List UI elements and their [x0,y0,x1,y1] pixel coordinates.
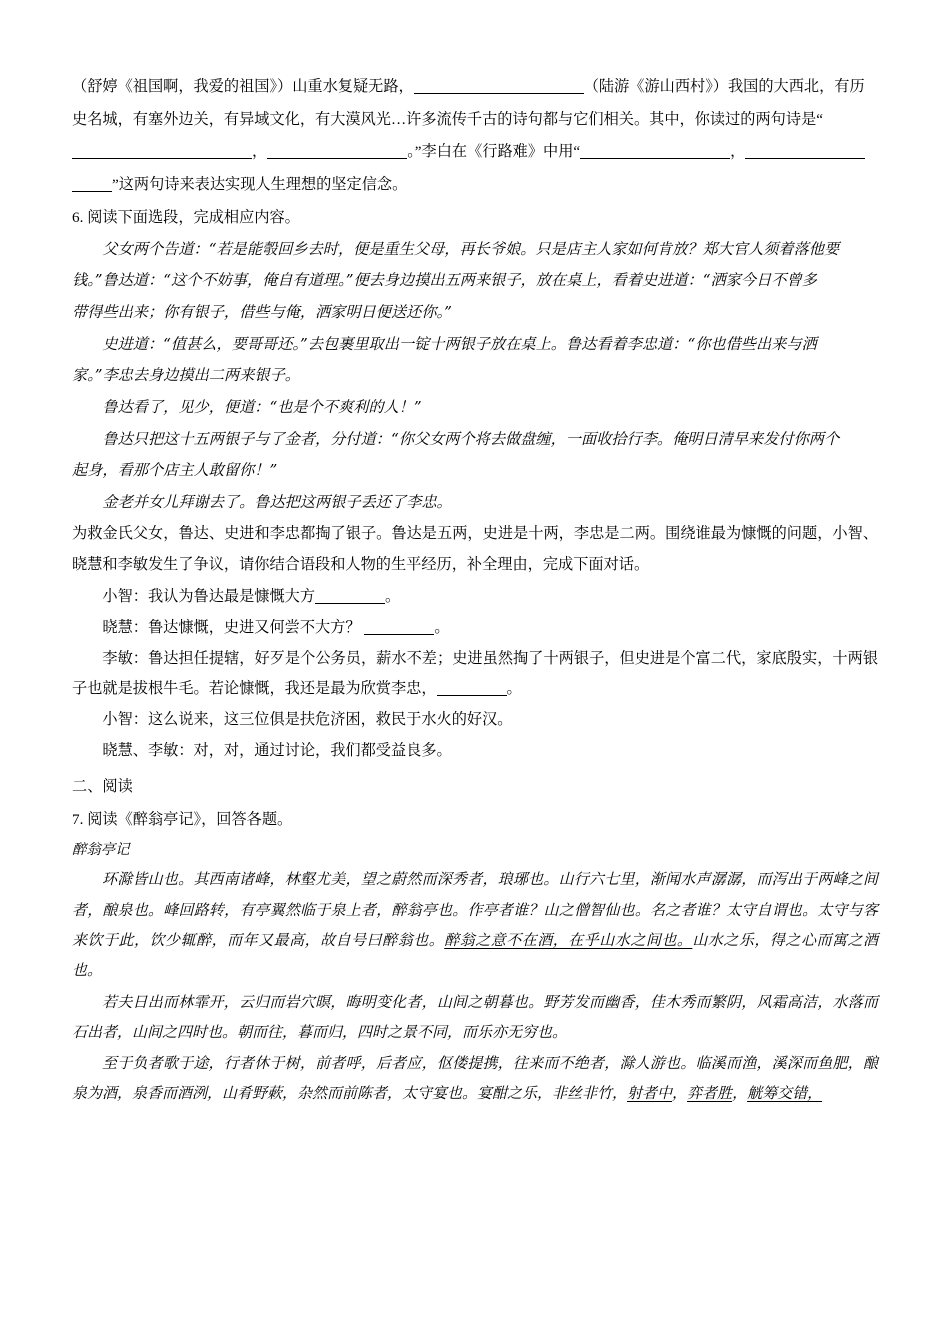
q5-line3-a: ， [252,143,268,161]
q5-line2: 史名城，有塞外边关，有异域文化，有大漠风光…许多流传千古的诗句都与它们相关。其中，你读过的两句诗是“ [72,110,823,128]
classic-p3-sep2: ， [732,1084,748,1103]
passage-line: 鲁达只把这十五两银子与了金者，分付道：“你父女两个将去做盘缠，一面收拾行李。俺明日清早来发付你两个 [102,429,840,448]
dialog-text: 这么说来，这三位俱是扶危济困，救民于水火的好汉。 [147,711,513,729]
passage-line: 金老并女儿拜谢去了。鲁达把这两银子丢还了李忠。 [102,493,452,512]
passage-line: 家。”李忠去身边摸出二两来银子。 [72,366,300,385]
speaker-label: 李敏： [102,649,149,667]
q5-line1-b: （陆游《游山西村》）我国的大西北，有历 [583,78,865,95]
question-6-stem: 6. 阅读下面选段，完成相应内容。 [72,208,300,226]
underlined-phrase-1: 醉翁之意不在酒，在乎山水之间也。 [444,930,693,949]
passage-line: 鲁达看了，见少，便道：“也是个不爽利的人！” [102,398,422,417]
dialog-text-end: 。 [385,588,401,606]
classic-p3-sep1: ， [672,1084,688,1103]
underlined-phrase-2: 射者中 [627,1084,673,1103]
dialog-line-xiaozhi-1 [72,582,878,613]
article-title: 醉翁亭记 [72,841,130,858]
dialog-line-limin-1 [72,644,878,705]
dialog-text: 鲁达担任提辖，好歹是个公务员，薪水不差；史进虽然掏了十两银子，但史进是个富二代，家底殷实，十两银子也就是拔根牛毛。若论慷慨，我还是最为欣赏李忠， [72,649,879,698]
speaker-label: 小智： [102,588,148,606]
passage-line: 带得些出来；你有银子，借些与俺，洒家明日便送还你。” [72,302,452,321]
dialog-blank-1[interactable] [315,603,385,604]
dialog-text-end: 。 [506,680,522,698]
underlined-phrase-4: 觥筹交错， [747,1084,823,1103]
q5-line3-c: ， [730,143,746,161]
speaker-label: 晓慧、李敏： [102,741,194,759]
dialog-line-xiaohui-1 [72,613,878,644]
blank-3[interactable] [267,158,407,159]
passage-line: 父女两个告道：“若是能彀回乡去时，便是重生父母，再长爷娘。只是店主人家如何肯放？郑大官人须着落他要 [102,239,840,258]
q5-line1-a: （舒婷《祖国啊，我爱的祖国》）山重水复疑无路， [72,78,414,95]
classic-paragraph-1 [72,864,878,985]
question-5-paragraph-2 [72,105,878,136]
classic-p3-text: 至于负者歌于途，行者休于树，前者呼，后者应，伛偻提携，往来而不绝者，滁人游也。临溪而渔，溪深而鱼肥，酿泉为酒，泉香而酒洌，山肴野蔌，杂然而前陈者，太守宴也。宴酣之乐，非丝非竹， [72,1054,878,1103]
passage-line: 钱。”鲁达道：“这个不妨事，俺自有道理。”便去身边摸出五两来银子，放在桌上，看着史进道：“洒家今日不曾多 [72,271,817,290]
classic-paragraph-3 [72,1048,878,1109]
speaker-label: 小智： [102,711,148,729]
question-6-task: 为救金氏父女，鲁达、史进和李忠都掏了银子。鲁达是五两，史进是十两，李忠是二两。围绕谁最为慷慨的问题，小智、晓慧和李敏发生了争议，请你结合语段和人物的生平经历，补全理由，完成下面对话。 [72,524,878,573]
dialog-line-xiaozhi-2 [72,705,878,736]
blank-1[interactable] [414,93,584,94]
section-title: 二、阅读 [72,778,133,796]
dialog-text-end: 。 [434,618,450,636]
question-7-stem: 7. 阅读《醉翁亭记》，回答各题。 [72,810,293,828]
underlined-phrase-3: 弈者胜 [687,1084,733,1103]
dialog-line-xiaohui-limin [72,736,878,767]
speaker-label: 晓慧： [102,618,148,636]
dialog-text: 对，对，通过讨论，我们都受益良多。 [193,741,452,759]
dialog-blank-2[interactable] [364,634,434,635]
dialog-text: 我认为鲁达最是慷慨大方 [147,588,316,606]
dialog-text: 鲁达慷慨，史进又何尝不大方？ [147,618,365,636]
q5-line3-b: 。”李白在《行路难》中用“ [407,143,581,161]
blank-6[interactable] [72,191,112,192]
question-5-paragraph-3 [72,137,878,168]
blank-2[interactable] [72,158,252,159]
question-5-paragraph [72,72,878,103]
dialog-blank-3[interactable] [437,695,507,696]
blank-4[interactable] [580,158,730,159]
classic-paragraph-2: 若夫日出而林霏开，云归而岩穴暝，晦明变化者，山间之朝暮也。野芳发而幽香，佳木秀而繁阴，风霜高洁，水落而石出者，山间之四时也。朝而往，暮而归，四时之景不同，而乐亦无穷也。 [72,992,878,1041]
q5-line4: ”这两句诗来表达实现人生理想的坚定信念。 [112,176,408,194]
passage-line: 史进道：“值甚么，要哥哥还。”去包裹里取出一锭十两银子放在桌上。鲁达看着李忠道：“你也借些出来与洒 [102,334,817,353]
blank-5[interactable] [745,158,865,159]
classic-p1-text: 环滁皆山也。其西南诸峰，林壑尤美，望之蔚然而深秀者，琅琊也。山行六七里，渐闻水声潺潺，而泻出于两峰之间者，酿泉也。峰回路转，有亭翼然临于泉上者，醉翁亭也。作亭者谁？山之僧智仙也。名之者谁？太守自谓也。太守与客来饮于此，饮少辄醉，而年又最高，故自号曰醉翁也。 [72,870,878,949]
question-5-paragraph-4 [72,170,878,201]
passage-line: 起身，看那个店主人敢留你！” [72,461,278,480]
classic-p1-tail: 山水之乐，得之心而寓之酒也。 [72,930,878,980]
